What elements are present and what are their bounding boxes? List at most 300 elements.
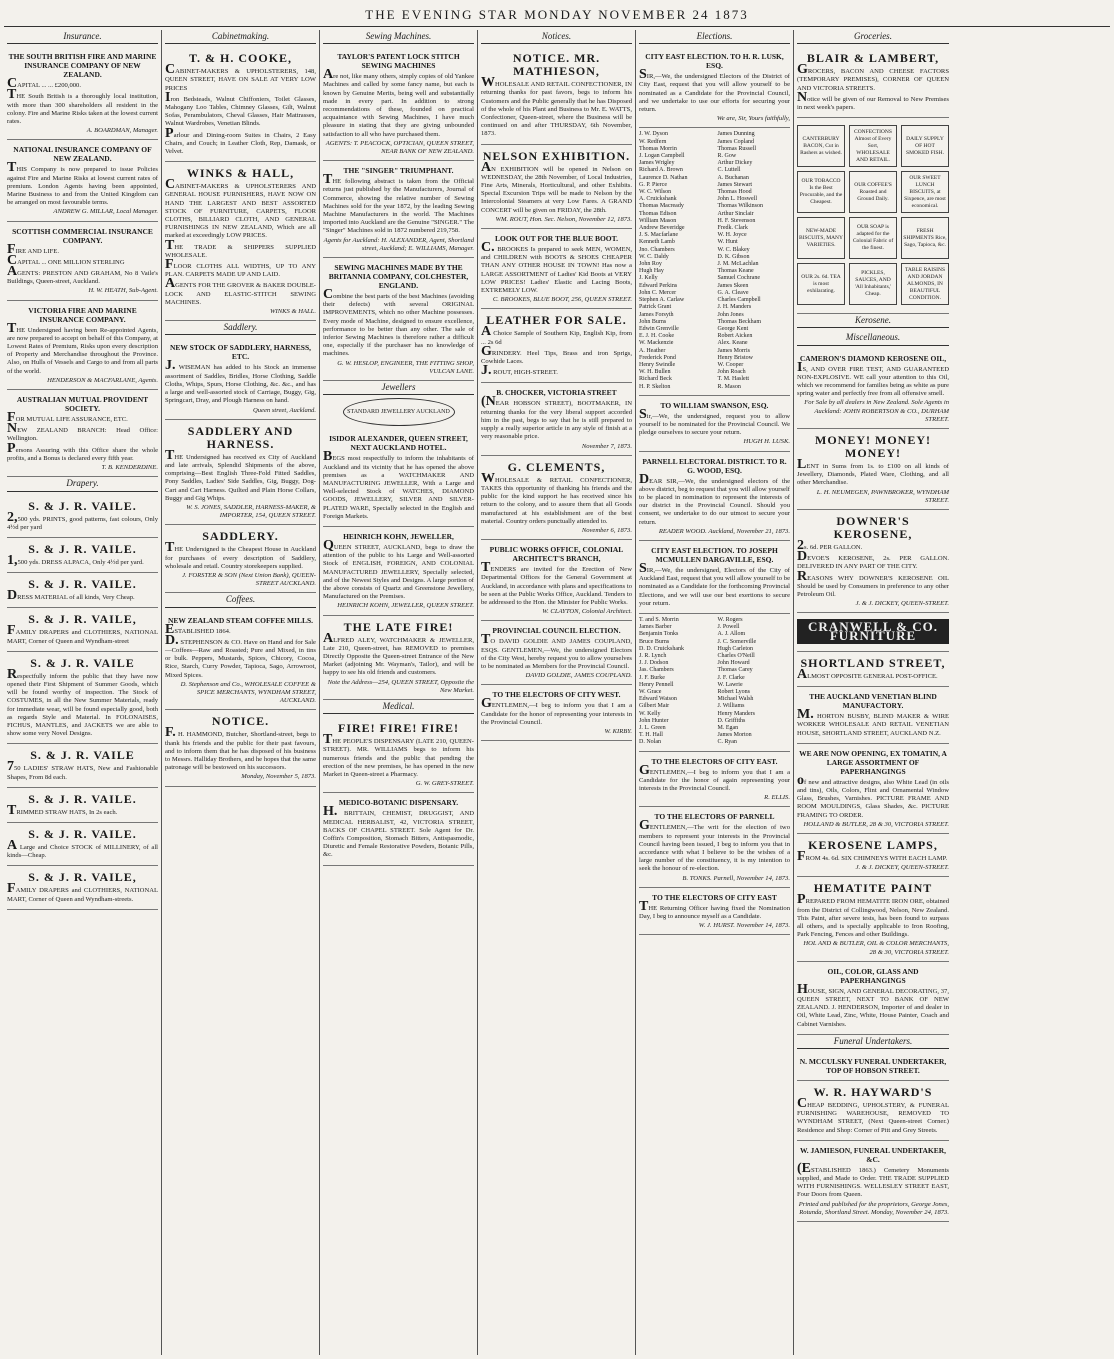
elector-name: Bruce Burns <box>639 638 670 645</box>
advertisement <box>481 47 632 144</box>
ad-body: ALMOST OPPOSITE GENERAL POST-OFFICE. <box>797 666 938 682</box>
elector-name: Fredk. Clark <box>717 225 748 232</box>
advertisement <box>481 145 632 229</box>
ad-heading: NEW STOCK OF SADDLERY, HARNESS, ETC. <box>169 343 312 362</box>
elector-name: C. Luttell <box>717 167 741 174</box>
section-heading: Notices. <box>481 30 632 44</box>
elector-name: J. M. McLachlan <box>717 261 759 268</box>
advertisement <box>797 744 949 834</box>
ad-signature: T. B. KENDERDINE. <box>101 464 158 472</box>
advertisement <box>481 685 632 741</box>
elector-name: Arthur Sinclair <box>717 210 754 217</box>
elector-name: Hugh Carleton <box>717 645 753 652</box>
elector-name: W. H. Bullen <box>639 369 671 376</box>
elector-name: M. Egan <box>717 725 739 732</box>
advertisement <box>481 229 632 309</box>
elector-name: W. Lawrie <box>717 681 743 688</box>
grocery-panel: OUR COFFEE'S Roasted and Ground Daily. <box>849 171 897 213</box>
ad-heading: TO THE ELECTORS OF CITY EAST <box>652 892 777 902</box>
elector-name: Benjamin Tonks <box>639 631 679 638</box>
ad-signature: WINKS & HALL. <box>270 308 316 316</box>
ad-body: IS, AND OVER FIRE TEST, AND GUARANTEED NON-EXPLOSIVE. WE call your attention to this Oil, which we recommend for families being as white as pure spring water and perfectly free from all offensive smell. <box>797 359 949 398</box>
advertisement <box>7 866 158 909</box>
ad-body: 1,500 yds. DRESS ALPACA, Only 4½d per yard. <box>7 552 144 568</box>
elector-name: James Wrigley <box>639 160 675 167</box>
ad-body: A Large and Choice STOCK of MILLINERY, of all kinds—Cheap. <box>7 837 158 860</box>
column-1 <box>4 30 162 1355</box>
advertisement <box>165 525 316 593</box>
ad-signature: C. BROOKES, BLUE BOOT, 256, QUEEN STREET. <box>492 296 632 304</box>
ad-heading: S. & J. R. VAILE, <box>28 612 137 627</box>
elector-name: W. Rogers <box>717 616 743 623</box>
ad-body: FLOOR CLOTHS ALL WIDTHS, UP TO ANY PLAN. CARPETS MADE UP AND LAID. <box>165 257 316 279</box>
elector-name: Charles O'Neill <box>717 653 755 659</box>
elector-names <box>639 617 790 747</box>
ad-signature: HENDERSON & MACFARLANE, Agents. <box>47 376 158 384</box>
elector-name: James Forsyth <box>639 311 674 318</box>
elector-name: Thomas Russell <box>717 145 756 152</box>
advertisement <box>639 47 790 128</box>
elector-name: J. F. Burke <box>639 674 665 681</box>
ad-body: REASONS WHY DOWNER'S KEROSENE OIL Should be used by Consumers in preference to any other Petroleum Oil. <box>797 568 949 599</box>
ad-body: TENDERS are invited for the Erection of New Departmental Offices for the General Government at Auckland, in accordance with plans and specifications to be seen at the Public Works Office, Auckland. Tenders to be addressed to the Hon. the Minister for Public Works. <box>481 560 632 606</box>
ad-signature: DAVID GOLDIE, JAMES COUPLAND. <box>525 672 632 680</box>
elector-name: J. Kelly <box>639 275 658 282</box>
elector-name: W. Hunt <box>717 239 738 246</box>
elector-name: C. Ryan <box>717 739 737 746</box>
advertisement <box>481 540 632 621</box>
elector-name: T. H. Hall <box>639 732 663 739</box>
ad-body: TO DAVID GOLDIE AND JAMES COUPLAND, ESQS. GENTLEMEN,—We, the undersigned Electors of the City West, hereby request you to allow yourselves to be nominated as Members for the Provincial Council. <box>481 632 632 670</box>
ad-body: A Choice Sample of Southern Kip, English Kip, from ... 2s 6d <box>481 324 632 346</box>
advertisement <box>7 495 158 538</box>
elector-name: T. M. Haslett <box>717 376 750 383</box>
ad-heading: SHORTLAND STREET, <box>800 655 946 670</box>
ad-body: THIS Company is now prepared to issue Policies against Fire and Marine Risks at lowest current rates of premium. London Agents having been appointed, Marine Business to and from the United Kingdom can be arranged on most favourable terms. <box>7 160 158 207</box>
elector-name: Patrick Grant <box>639 304 672 311</box>
grocery-panel: DAILY SUPPLY OF HOT SMOKED FISH. <box>901 125 949 167</box>
elector-name: E. J. H. Cooke <box>639 333 674 340</box>
ad-heading: S. & J. R. VAILE, <box>28 870 137 885</box>
section-heading: Insurance. <box>7 30 158 44</box>
elector-name: Henry Manders <box>717 710 755 717</box>
section-heading: Kerosene. <box>797 314 949 328</box>
ad-body: QUEEN STREET, AUCKLAND, begs to draw the attention of the public to his Large and Well-assorted Stock of ENGLISH, FOREIGN, AND COLONIAL MANUFACTURED JEWELLERY, Specially selected, and of the Newest Styles and Designs. A large portion of the above consists of Quartz and Greenstone Jewellery, Manufactured on the Premises. <box>323 537 474 601</box>
ad-heading: NOTICE. MR. MATHIESON, <box>512 51 601 79</box>
advertisement <box>797 877 949 961</box>
grocery-panel: OUR SWEET LUNCH BISCUITS, at Sixpence, are most economical. <box>901 171 949 213</box>
elector-name: Robert Lyons <box>717 689 750 696</box>
ad-signature: READER WOOD. Auckland, November 21, 1873. <box>658 527 790 535</box>
elector-name: Richard Beck <box>639 376 672 383</box>
ad-body: 750 LADIES' STRAW HATS, New and Fashionable Shapes, From 8d each. <box>7 759 158 781</box>
advertisement <box>323 527 474 616</box>
elector-name: D. K. Gibson <box>717 253 750 260</box>
advertisement <box>639 541 790 614</box>
ad-body: GENTLEMEN,—I beg to inform you that I am a Candidate for the honor of representing your interests in the Provincial Council. <box>481 696 632 726</box>
advertisement <box>7 301 158 390</box>
ad-signature: L. H. NEUMEGEN, PAWNBROKER, WYNDHAM STREET. <box>816 488 949 504</box>
elector-name: Laurence D. Nathan <box>639 174 688 181</box>
ad-heading: KEROSENE LAMPS, <box>808 837 938 852</box>
grocery-panel: FRESH SHIPMENTS Rice, Sago, Tapioca, &c. <box>901 217 949 259</box>
ad-signature: H. W. HEATH, Sub-Agent. <box>88 287 158 295</box>
elector-name: J. J. Dodson <box>639 660 669 667</box>
ad-heading: HEMATITE PAINT <box>813 881 933 896</box>
advertisement <box>481 456 632 540</box>
ad-heading: DOWNER'S KEROSENE, <box>833 514 913 542</box>
ad-signature: AGENTS: T. PEACOCK, OPTICIAN, QUEEN STREET, NEAR BANK OF NEW ZEALAND. <box>325 139 474 156</box>
elector-name: John Roy <box>639 261 662 268</box>
elector-names <box>639 131 790 390</box>
elector-name: Thomas Keane <box>717 268 754 275</box>
ad-heading: NATIONAL INSURANCE COMPANY OF NEW ZEALAND. <box>13 145 152 164</box>
ad-heading: PROVINCIAL COUNCIL ELECTION. <box>492 626 621 636</box>
ad-body: DRESS MATERIAL of all kinds, Very Cheap. <box>7 588 135 604</box>
ad-body: THE TRADE & SHIPPERS SUPPLIED WHOLESALE. <box>165 237 316 259</box>
elector-name: James Stewart <box>717 181 752 188</box>
ad-body: THE Undersigned is the Cheapest House in Auckland for purchases of every description of Saddlery, wholesale and retail. Country storekeepers supplied. <box>165 540 316 570</box>
ad-heading: TO THE ELECTORS OF CITY EAST. <box>651 756 778 766</box>
elector-name: Thomas Wilkinson <box>717 203 763 210</box>
elector-name: Charles Campbell <box>717 297 761 304</box>
elector-name: W. Kelly <box>639 710 661 717</box>
elector-name: T. and S. Morrin <box>639 616 679 623</box>
advertisement <box>323 429 474 527</box>
ad-heading: SADDLERY AND HARNESS. <box>187 423 294 451</box>
grocery-panel: PICKLES, SAUCES, AND 'All Inhabitants,' Cheap. <box>849 263 897 305</box>
column-4 <box>478 30 636 1355</box>
ad-signature: WM. ROUT, Hon. Sec. Nelson, November 12, 1873. <box>495 215 632 223</box>
section-heading: Drapery. <box>7 477 158 491</box>
elector-name: Jas. Chambers <box>639 667 674 674</box>
ad-signature: Monday, November 5, 1873. <box>241 773 316 781</box>
elector-name: W. Cooper <box>717 361 744 368</box>
ad-signature: G. W. HESLOP, ENGINEER, THE FITTING SHOP, VULCAN LANE. <box>337 359 474 375</box>
ad-heading: ISIDOR ALEXANDER, QUEEN STREET, NEXT AUCKLAND HOTEL. <box>329 434 468 453</box>
column-6 <box>794 30 952 1355</box>
ad-heading: TO WILLIAM SWANSON, ESQ. <box>660 400 769 410</box>
advertisement <box>797 1081 949 1141</box>
ad-signature: HOL AND & BUTLER, OIL & COLOR MERCHANTS, 28 & 30, VICTORIA STREET. <box>803 940 949 956</box>
ad-body: FAMILY DRAPERS and CLOTHIERS, NATIONAL MART, Corner of Queen and Wyndham-streets. <box>7 881 158 903</box>
advertisement <box>7 652 158 745</box>
elector-name: James Copland <box>717 138 754 145</box>
ad-heading: S. & J. R. VAILE. <box>28 791 137 806</box>
section-heading: Sewing Machines. <box>323 30 474 44</box>
ad-body: Persons Assuring with this Office share the whole profits, and a Bonus is declared every fifth year. <box>7 440 158 462</box>
ad-body: FAMILY DRAPERS and CLOTHIERS, NATIONAL MART, Corner of Queen and Wyndham-street <box>7 623 158 645</box>
elector-name: J. Williams <box>717 703 745 710</box>
elector-name: H. P. Skelton <box>639 383 671 390</box>
grocery-panel: TABLE RAISINS AND JORDAN ALMONDS, IN BEAUTIFUL CONDITION. <box>901 263 949 305</box>
ad-body: SIR,—We, the undersigned, Electors of the City of Auckland East, request that you will allow yourself to be nominated as a Candidate for the forthcoming Provincial Elections, and we will use our best exertions to secure your return. <box>639 560 790 607</box>
elector-name: John L. Hoswell <box>717 196 757 203</box>
ad-body: AGENTS: PRESTON AND GRAHAM, No 8 Vaile's Buildings, Queen-street, Auckland. <box>7 264 158 286</box>
ad-heading: PUBLIC WORKS OFFICE, COLONIAL ARCHITECT'S BRANCH, <box>489 545 624 564</box>
ad-body: of new and attractive designs, also White Lead (in oils and tins), Oils, Colors, Flint and Ornamental Window Glass, Brushes, Varnishes. PICTURE FRAME AND ROOM MOULDINGS, Glass Shades, &c. PICTURE FRAMING TO ORDER. <box>797 772 949 819</box>
elector-name: Richard A. Brown <box>639 167 683 174</box>
column-2 <box>162 30 320 1355</box>
elector-name: J. H. Manders <box>717 304 752 311</box>
elector-name: J. W. Dyson <box>639 131 669 138</box>
ad-body: Combine the best parts of the best Machines (avoiding their defects) with several ORIGINAL IMPROVEMENTS, which no other Machine possesses. Every mode of Machine, designed to ensure excellence, performance to be better than any other. The sale of inferior Sewing Machines is therefore rather a difficult one, especially if the purchaser has no knowledge of machines. <box>323 287 474 358</box>
elector-name: Andrew Beveridge <box>639 225 685 232</box>
ad-heading: BLAIR & LAMBERT, <box>806 51 940 66</box>
elector-name: A. J. Allom <box>717 631 746 638</box>
section-heading: Elections. <box>639 30 790 44</box>
elector-name: R. Gow <box>717 153 737 160</box>
elector-name: James Morris <box>717 347 750 354</box>
advertisement <box>797 1052 949 1081</box>
advertisement <box>165 162 316 321</box>
ad-signature: J. & J. DICKEY, QUEEN-STREET. <box>855 864 949 872</box>
ad-body: PREPARED FROM HEMATITE IRON ORE, obtained from the District of Collingwood, Nelson, New Zealand. This Paint, after severe tests, has been found to surpass all others, and is specially applicable to Iron Roofing, Park Fencing, Fences and other Buildings. <box>797 892 949 939</box>
advertisement <box>323 717 474 793</box>
elector-name: G. P. Pierce <box>639 181 667 188</box>
ad-heading: THE SOUTH BRITISH FIRE AND MARINE INSURANCE COMPANY OF NEW ZEALAND. <box>8 52 157 80</box>
ad-heading: CITY EAST ELECTION. TO JOSEPH MCMULLEN DARGAVILLE, ESQ. <box>651 545 778 564</box>
ad-heading: T. & H. COOKE, <box>188 51 293 66</box>
ad-body: F. H. HAMMOND, Butcher, Shortland-street, begs to thank his friends and the public for their past favours, and to inform them that he has disposed of his business to Messrs. Halliday Brothers, and he hopes that the same patronage will be bestowed on his successors. <box>165 725 316 772</box>
advertisement <box>481 383 632 455</box>
elector-name: J. S. Macfarlane <box>639 232 678 239</box>
ad-body: WHOLESALE & RETAIL CONFECTIONER, TAKES this opportunity of thanking his friends and the public for the kind support he has received since his return to the colony, and to assure them that all Goods manufactured at his establishment are of the best material. Country orders punctually attended to. <box>481 470 632 525</box>
advertisement <box>7 47 158 140</box>
elector-name: James Skeen <box>717 282 749 289</box>
ad-body: DEAR SIR,—We, the undersigned electors of the above district, beg to request that you will allow yourself to be placed in nomination to represent the interests of our district in the Provincial Council. Should you consent, we undertake to do our utmost to secure your return. <box>639 471 790 526</box>
ad-body: HOUSE, SIGN, AND GENERAL DECORATING, 37, QUEEN STREET, NEXT TO BANK OF NEW ZEALAND. J. HENDERSON, Importer of and dealer in Oil, White Lead, Zinc, White, House Painter, Coach and Cabinet Varnishes. <box>797 981 949 1028</box>
advertisement <box>7 823 158 866</box>
ad-body: LENT in Sums from 1s. to £100 on all kinds of Jewellery, Diamonds, Plated Ware, Clothing, and all other Merchandise. <box>797 457 949 487</box>
ad-body: THE South British is a thoroughly local institution, with more than 300 shareholders all resident in the colony. Fire and Marine Risks taken at the lowest current rates. <box>7 87 158 126</box>
advertisement <box>797 429 949 510</box>
ad-heading: S. & J. R. VAILE. <box>28 498 137 513</box>
advertisement <box>7 390 158 477</box>
ad-heading: FIRE! FIRE! FIRE! <box>338 721 459 736</box>
advertisement <box>165 420 316 526</box>
ad-heading: W. R. HAYWARD'S <box>813 1084 933 1099</box>
advertisement <box>323 258 474 381</box>
elector-name: Samuel Cochrane <box>717 275 760 282</box>
ad-heading: TO THE ELECTORS OF CITY WEST. <box>492 690 621 700</box>
elector-name: John Howard <box>717 660 750 667</box>
elector-name: G. A. Cleave <box>717 289 749 296</box>
ad-heading: S. & J. R. VAILE. <box>28 577 137 592</box>
elector-name: George Kent <box>717 325 749 332</box>
ad-body: Parlour and Dining-room Suites in Chairs, 2 Easy Chairs, and Couch; in Leather Cloth, Rep, Damask, or Velvet. <box>165 125 316 156</box>
ad-body: 2,500 yds. PRINTS, good patterns, fast colours, Only 4½d per yard <box>7 509 158 531</box>
elector-name: A. Buchanan <box>717 174 749 181</box>
ad-body: CAPITAL ... ... £200,000. <box>7 76 82 92</box>
elector-name: W. Mackenzie <box>639 340 674 347</box>
advertisement <box>639 128 790 395</box>
elector-name: J. Logan Campbell <box>639 153 685 160</box>
ad-body: SIR,—We, the undersigned Electors of the District of City East, request that you will allow yourself to be nominated as a Candidate for the Provincial Council, and we undertake to use our efforts for securing your return. <box>639 67 790 114</box>
elector-name: Jno. Chambers <box>639 246 675 253</box>
ad-heading: LOOK OUT FOR THE BLUE BOOT. <box>495 234 618 244</box>
elector-name: J. L. Green <box>639 725 666 732</box>
elector-name: J. F. Clarke <box>717 674 745 681</box>
elector-name: D. Griffiths <box>717 717 746 724</box>
ad-heading: SCOTTISH COMMERCIAL INSURANCE COMPANY. <box>12 226 153 245</box>
grocery-panels <box>797 125 949 305</box>
elector-name: Edward Watson <box>639 696 677 703</box>
ad-body: ESTABLISHED 1864. <box>165 621 231 637</box>
grocery-panel: OUR 2s. 6d. TEA is most exhilarating. <box>797 263 845 305</box>
ad-heading: NOTICE. <box>211 714 270 729</box>
ad-heading: AUSTRALIAN MUTUAL PROVIDENT SOCIETY. <box>16 395 149 414</box>
elector-name: John Jones <box>717 311 744 318</box>
ad-signature: HUGH H. LUSK. <box>743 438 790 446</box>
elector-name: Edwin Grenville <box>639 325 679 332</box>
elector-name: W. Redfern <box>639 138 667 145</box>
ad-heading: B. CHOCKER, VICTORIA STREET <box>496 388 617 398</box>
elector-name: W. H. Joyce <box>717 232 747 239</box>
ad-body: THE Returning Officer having fixed the Nomination Day, I beg to announce myself as a Candidate. <box>639 898 790 921</box>
ad-body: BEGS most respectfully to inform the inhabitants of Auckland and its vicinity that he has opened the above premises as a WATCHMAKER AND MANUFACTURING JEWELLER, With a Large and Well-selected Stock of WATCHES, DIAMOND GOODS, JEWELLERY, SILVER AND SILVER-PLATED WARE, Specially selected in the English and Foreign Markets. <box>323 449 474 520</box>
advertisement <box>7 608 158 651</box>
advertisement <box>797 834 949 877</box>
newspaper-page <box>4 4 1110 1355</box>
elector-name: Kenneth Lamb <box>639 239 675 246</box>
ad-heading: THE "SINGER" TRIUMPHANT. <box>343 166 454 176</box>
ad-body: FIRE AND LIFE. <box>7 241 59 257</box>
advertisement <box>797 47 949 118</box>
ad-heading: THE LATE FIRE! <box>343 619 454 634</box>
elector-name: John C. Mercer <box>639 289 677 296</box>
elector-name: Henry Bristow <box>717 354 753 361</box>
ad-heading: CAMERON'S DIAMOND KEROSENE OIL, <box>799 353 947 363</box>
elector-name: Edward Perkins <box>639 282 678 289</box>
section-heading: Jewellers <box>323 381 474 395</box>
section-heading: Saddlery. <box>165 321 316 335</box>
elector-name: Thomas Carey <box>717 667 753 674</box>
ad-body: NEW ZEALAND BRANCH: Head Office: Wellington. <box>7 421 158 443</box>
ad-heading: MEDICO-BOTANIC DISPENSARY. <box>338 798 459 808</box>
elector-name: Thomas Macready <box>639 203 684 210</box>
ad-heading: S. & J. R. VAILE. <box>28 826 137 841</box>
advertisement <box>165 710 316 786</box>
ad-body: (ESTABLISHED 1863.) Cemetery Monuments supplied, and Made to Order. THE TRADE SUPPLIED WITH FURNISHINGS. WELLESLEY STREET EAST, Four Doors from Queen. <box>797 1160 949 1199</box>
grocery-panel: CONFECTIONS Almost of Every Sort, WHOLESALE AND RETAIL. <box>849 125 897 167</box>
ad-body: Respectfully inform the public that they have now opened their First Shipment of Summer Goods, which will be found worthy of inspection. The Stock of COSTUMES, in all the New Summer Materials, ready for immediate wear, will be found especially good, both as regards Style and Material. In FOLONAISES, FICHUS, MANTLES, and JACKETS we are able to show some very Novel Designs. <box>7 666 158 738</box>
advertisement <box>639 452 790 541</box>
section-heading: Cabinetmaking. <box>165 30 316 44</box>
advertisement <box>639 752 790 808</box>
ad-body: (NEAR HOBSON STREET), BOOTMAKER, IN returning thanks for the very liberal support accorded him in the past, begs to say that he is still prepared to supply a really superior article in any style of finish at a very reasonable price. <box>481 394 632 441</box>
ad-signature: ANDREW G. MILLAR, Local Manager. <box>53 208 158 216</box>
ad-signature: R. ELLIS. <box>764 794 790 802</box>
ad-signature: D. Stephenson and Co., WHOLESALE COFFEE & SPICE MERCHANTS, WYNDHAM STREET, AUCKLAND. <box>180 680 316 705</box>
section-heading: Coffees. <box>165 593 316 607</box>
elector-name: Hugh Hay <box>639 268 664 275</box>
elector-name: D. D. Cruickshank <box>639 645 684 652</box>
column-5 <box>636 30 794 1355</box>
ad-body: GRINDERY. Heel Tips, Brass and iron Sprigs, Cowhide Laces. <box>481 343 632 366</box>
ad-body: FROM 4s. 6d. SIX CHIMNEYS WITH EACH LAMP. <box>797 848 948 864</box>
elector-name: W. C. Wilson <box>639 189 672 196</box>
jewellers-emblem: STANDARD JEWELLERY AUCKLAND <box>343 398 455 426</box>
section-heading: Miscellaneous. <box>797 331 949 345</box>
ad-body: CABINET-MAKERS & UPHOLSTERERS, 148, QUEEN STREET, HAVE ON SALE AT VERY LOW PRICES <box>165 62 316 92</box>
masthead: THE EVENING STAR MONDAY NOVEMBER 24 1873 <box>4 4 1110 27</box>
elector-name: Henry Pennell <box>639 681 674 688</box>
ad-body: THE Undersigned has received ex City of Auckland and late arrivals, Splendid Shipments of the above, comprising—Best English Three-Fold Fitted Saddles, Pony Saddles, Ladies' Side Saddles, Gig, Buggy, Dog-Cart and Cart Harness. Quilted and Plain Horse Collars, Buggy and Gig Whips. <box>165 447 316 502</box>
ad-heading: CITY EAST ELECTION. TO H. R. LUSK, ESQ. <box>645 52 784 71</box>
advertisement <box>165 611 316 711</box>
elector-name: H. F. Stevenson <box>717 217 756 224</box>
ad-signature: For Sale by all dealers in New Zealand. Sole Agents in Auckland: JOHN ROBERTSON & CO., DURHAM STREET. <box>804 399 949 423</box>
furniture-logo: CRANWELL & CO. FURNITURE <box>797 619 949 643</box>
ad-signature: J. FORSTER & SON (Next Union Bank), QUEEN-STREET AUCKLAND. <box>182 571 316 588</box>
advertisement <box>323 793 474 865</box>
ad-body: THE PEOPLE'S DISPENSARY (LATE 210, QUEEN-STREET). MR. WILLIAMS begs to inform his numerous friends and the public that pending the erection of the new premises, he has opened in the new Market in Queen-street a Pharmacy. <box>323 732 474 778</box>
ad-heading: S. & J. R. VAILE <box>30 655 135 670</box>
ad-signature: HEINRICH KOHN, JEWELLER, QUEEN STREET. <box>337 602 474 610</box>
elector-name: John Hunter <box>639 717 669 724</box>
ad-body: DEVOE'S KEROSENE, 2s. PER GALLON. DELIVERED IN ANY PART OF THE CITY. <box>797 549 949 571</box>
elector-name: Michael Walsh <box>717 696 754 703</box>
column-3 <box>320 30 478 1355</box>
elector-name: Stephen A. Carlaw <box>639 297 685 304</box>
ad-signature: Queen street, Auckland. <box>253 406 316 414</box>
ad-body: 2s. 6d. PER GALLON. <box>797 538 863 554</box>
ad-body: Sir,—We, the undersigned, request you to allow yourself to be nominated for the Provincial Council. We pledge ourselves to secure your return. <box>639 406 790 437</box>
ad-heading: THE AUCKLAND VENETIAN BLIND MANUFACTORY. <box>809 692 937 711</box>
ad-signature: A. BOARDMAN, Manager. <box>86 127 158 135</box>
ad-body: CAPITAL ... ONE MILLION STERLING <box>7 252 125 268</box>
elector-name: J. C. Somerville <box>717 638 757 645</box>
elector-name: Robert Aicken <box>717 333 753 340</box>
ad-body: ALFRED ALEY, WATCHMAKER & JEWELLER, Late 210, Queen-street, has REMOVED to premises Directly Opposite the Queen-street Entrance of the New Market (adjoining Mr. Wayman's, Tailor), and will be happy to see his old friends and customers. <box>323 630 474 677</box>
elector-name: James Morton <box>717 732 752 739</box>
ad-signature: Note the Address—254, QUEEN STREET, Opposite the New Market. <box>327 678 474 694</box>
elector-name: W. C. Blakey <box>717 246 750 253</box>
ad-signature: B. TONKS. Parnell, November 14, 1873. <box>682 874 790 882</box>
ad-heading: S. & J. R. VAILE <box>30 748 135 763</box>
ad-body: GROCERS, BACON AND CHEESE FACTORS (TEMPORARY PREMISES), CORNER OF QUEEN AND VICTORIA STREETS. <box>797 62 949 92</box>
ad-heading: TO THE ELECTORS OF PARNELL <box>654 812 775 822</box>
elector-name: James Barber <box>639 624 672 631</box>
elector-name: W. C. Daldy <box>639 253 669 260</box>
advertisement <box>639 888 790 936</box>
ad-body: M. HORTON BUSBY, BLIND MAKER & WIRE WORKER WHOLESALE AND RETAIL VENETIAN HOUSE, SHORTLAND STREET, AUCKLAND N.Z. <box>797 707 949 737</box>
elector-name: A. Cruickshank <box>639 196 677 203</box>
ad-heading: PARNELL ELECTORAL DISTRICT. TO R. G. WOOD, ESQ. <box>642 456 787 475</box>
ad-signature: HOLLAND & BUTLER, 28 & 30, VICTORIA STREET. <box>803 820 949 828</box>
elector-name: W. Grace <box>639 689 662 696</box>
advertisement <box>323 47 474 161</box>
ad-heading: NELSON EXHIBITION. <box>482 148 631 163</box>
grocery-panel: CANTERBURY BACON, Cut in Rashers as wished. <box>797 125 845 167</box>
ad-signature: W. J. HURST. November 14, 1873. <box>698 922 790 930</box>
ad-body: D. STEPHENSON & CO. Have on Hand and for Sale—Coffees—Raw and Roasted; Pure and Mixed, in tins or bulk. Peppers, Mustards, Spices, Chicory, Cocoa, Rice, Starch, Curry Powder, Tapioca, Sago, Arrowroot, Mixed Spices. <box>165 632 316 679</box>
ad-signature: Agents for Auckland: H. ALEXANDER, Agent, Shortland street, Auckland; E. WILLIAMS, Manager. <box>323 236 474 252</box>
ad-signature: G. W. GREY-STREET. <box>415 780 474 788</box>
advertisement <box>797 1141 949 1222</box>
advertisement <box>797 613 949 651</box>
advertisement <box>797 510 949 613</box>
section-heading: Groceries. <box>797 30 949 44</box>
advertisement <box>165 47 316 162</box>
advertisement <box>7 788 158 823</box>
advertisement <box>7 140 158 221</box>
elector-name: R. Mason <box>717 383 741 390</box>
elector-name: Thomas Morrin <box>639 145 677 152</box>
ad-body: J. ROUT, HIGH-STREET. <box>481 363 558 379</box>
ad-heading: MONEY! MONEY! MONEY! <box>815 433 931 461</box>
